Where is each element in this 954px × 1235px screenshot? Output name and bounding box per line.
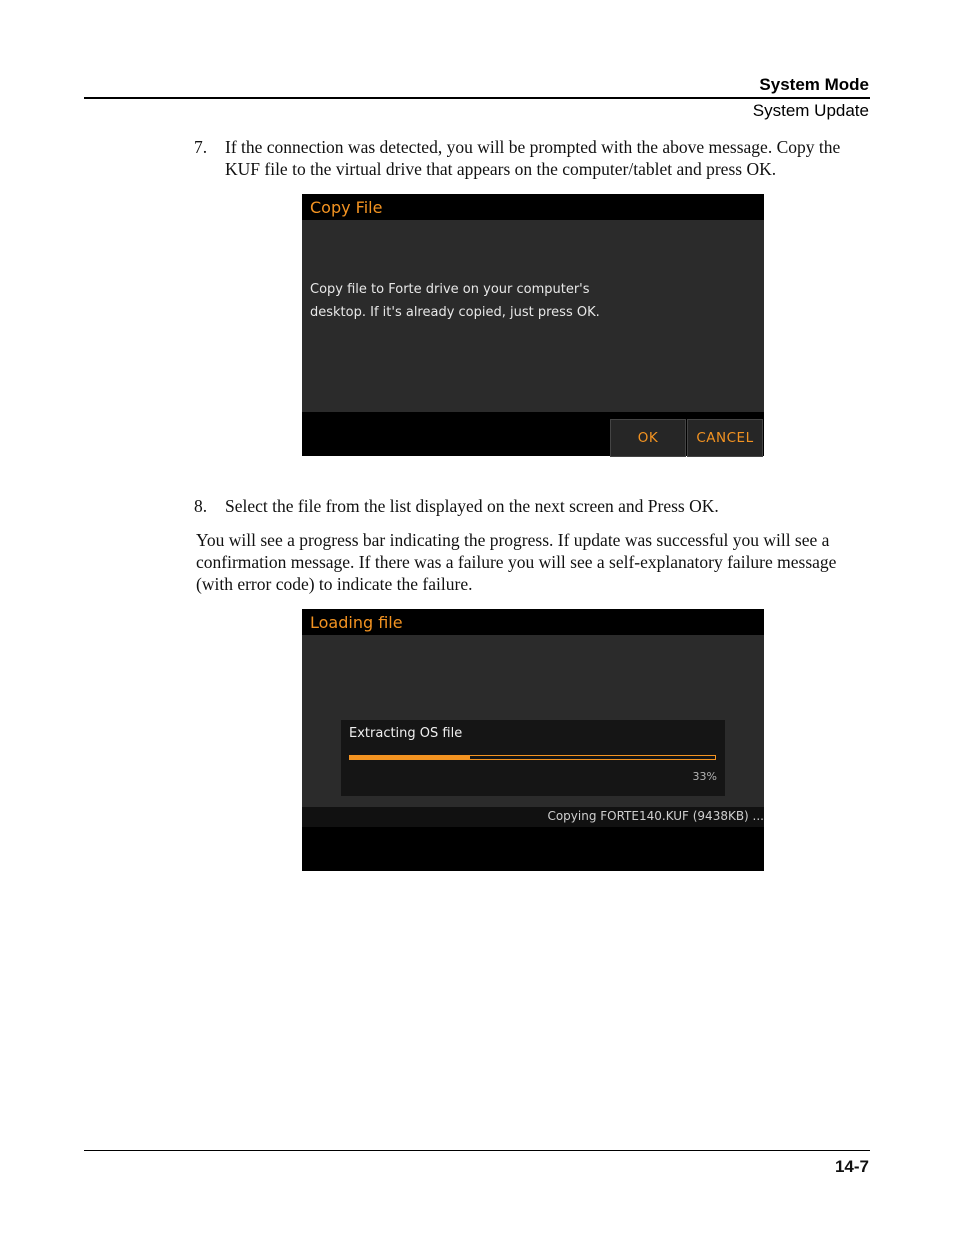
- dialog-message: [310, 278, 640, 324]
- step-8: [194, 495, 864, 517]
- message-line-1: Copy file to Forte drive on your computer's: [310, 282, 590, 297]
- status-bar: [302, 807, 764, 827]
- screen-body: [302, 220, 764, 412]
- progress-panel: [341, 720, 725, 796]
- screen-title: Loading file: [310, 613, 403, 632]
- header-rule: [84, 97, 870, 99]
- subsection-title: System Update: [752, 101, 869, 120]
- footer-rule: [84, 1150, 870, 1151]
- progress-percent: 33%: [692, 770, 717, 783]
- copy-file-screen: [302, 194, 764, 456]
- progress-fill: [350, 756, 470, 759]
- progress-label: Extracting OS file: [349, 726, 463, 741]
- step-text: Select the file from the list displayed on the next screen and Press OK.: [225, 496, 719, 516]
- step-text: If the connection was detected, you will be prompted with the above message. Copy the KUF file to the virtual drive that appears on the computer/tablet and press OK.: [225, 137, 841, 179]
- progress-bar: [349, 755, 716, 760]
- cancel-button[interactable]: CANCEL: [687, 419, 763, 457]
- message-line-2: desktop. If it's already copied, just press OK.: [310, 305, 600, 320]
- step-number: 8.: [194, 496, 208, 516]
- screen-body: [302, 635, 764, 807]
- status-text: Copying FORTE140.KUF (9438KB) ...: [547, 809, 764, 823]
- step-number: 7.: [194, 137, 208, 157]
- page-number: 14-7: [834, 1157, 869, 1176]
- body-paragraph: You will see a progress bar indicating the progress. If update was successful you will see a confirmation message. If there was a failure you will see a self-explanatory failure message (with error code) to indicate the failure.: [196, 530, 837, 594]
- step-7: [194, 136, 864, 180]
- screen-title: Copy File: [310, 198, 383, 217]
- loading-file-screen: [302, 609, 764, 871]
- ok-button[interactable]: OK: [610, 419, 686, 457]
- section-title: System Mode: [759, 75, 869, 94]
